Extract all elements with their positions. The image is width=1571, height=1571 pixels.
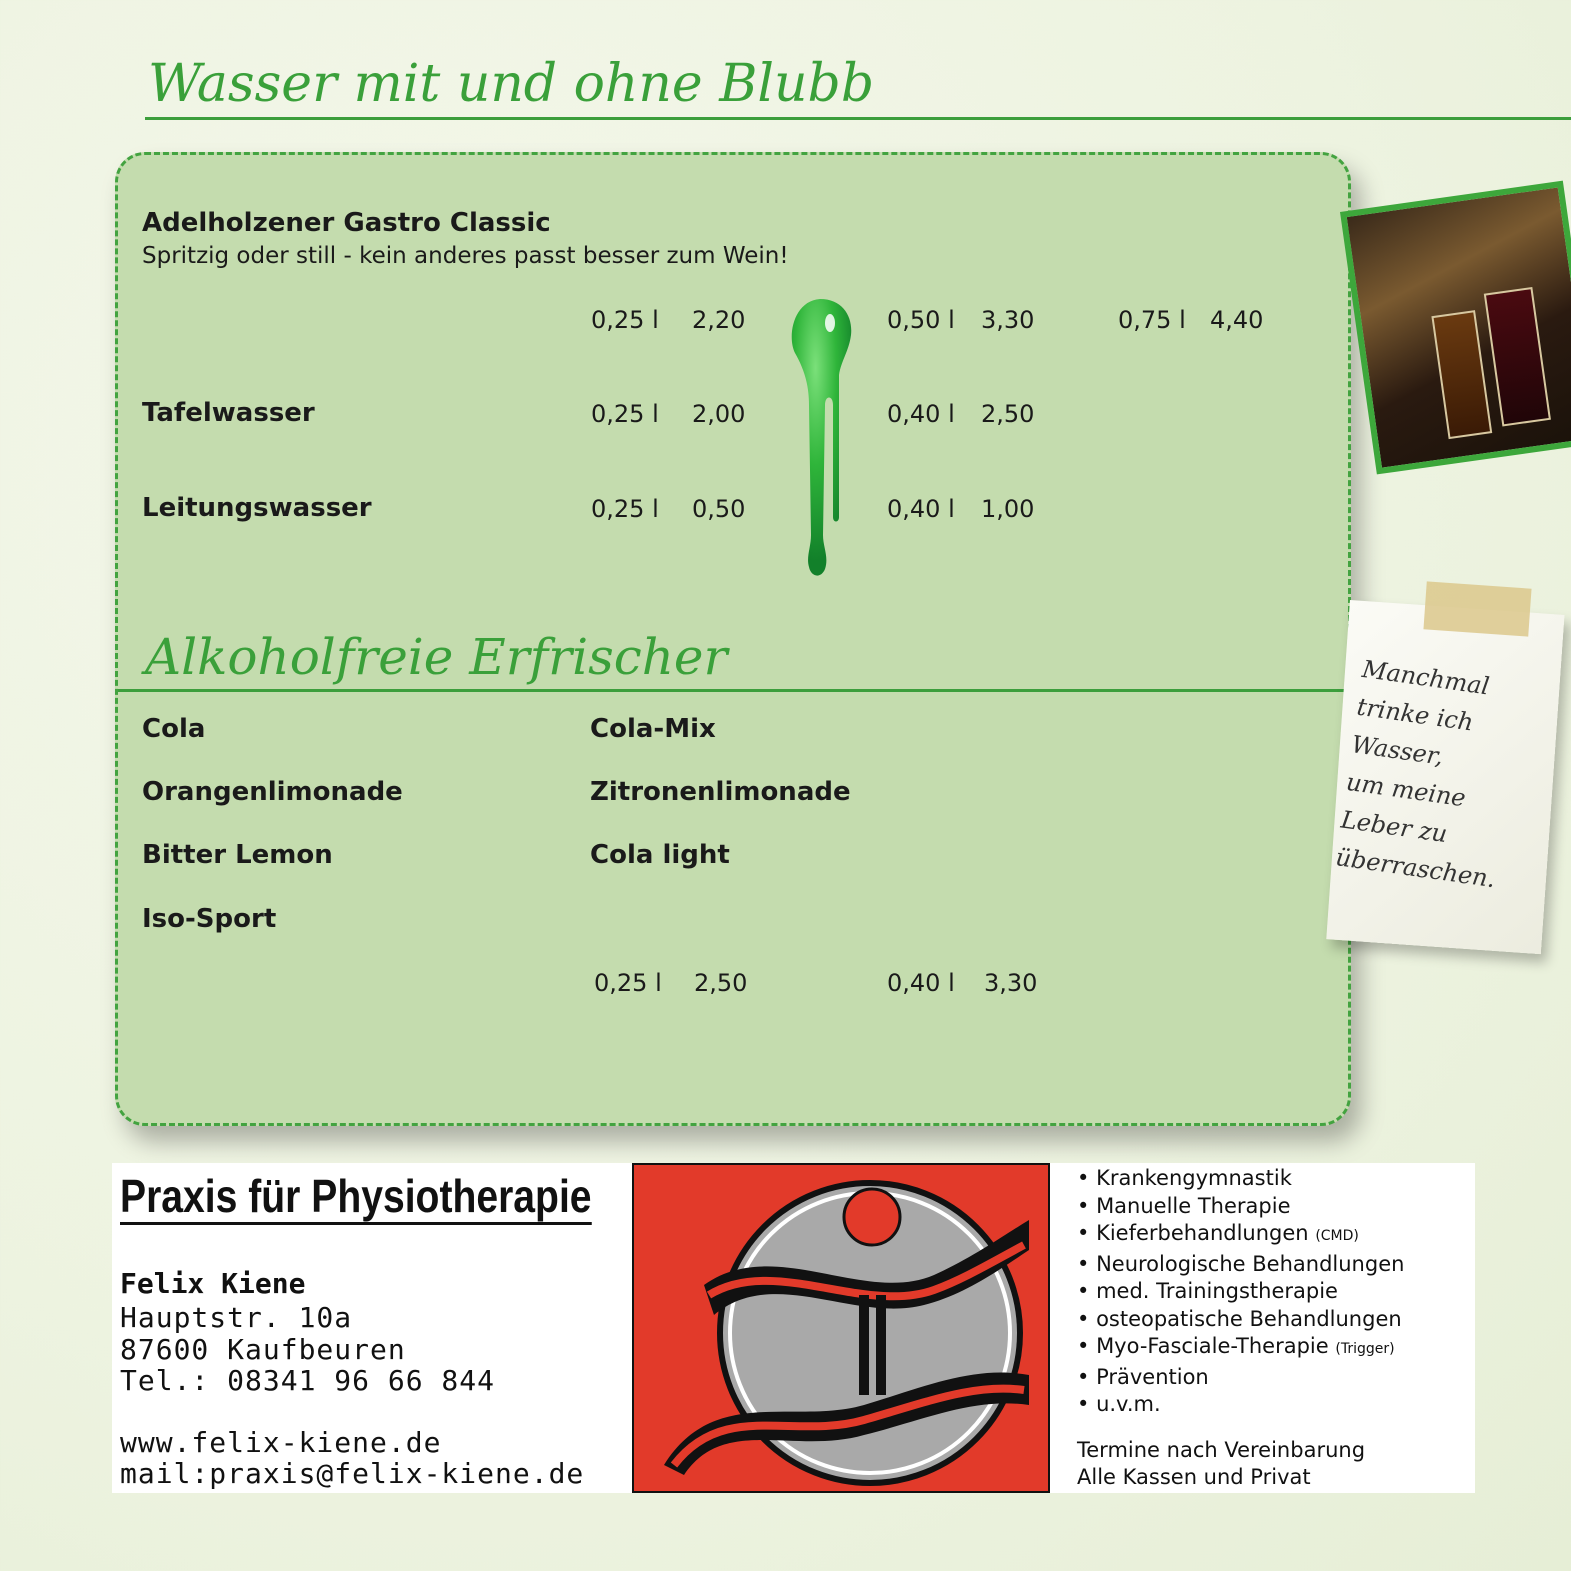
drip-icon [785, 295, 860, 580]
service-item: • osteopatische Behandlungen [1077, 1306, 1402, 1331]
ad-city: 87600 Kaufbeuren [120, 1333, 406, 1366]
ad-email-link[interactable]: mail:praxis@felix-kiene.de [120, 1457, 585, 1490]
glass-image [1431, 310, 1492, 439]
drink-item: Zitronenlimonade [590, 777, 851, 807]
bar-photo [1340, 181, 1571, 475]
note-line: überraschen. [1333, 843, 1498, 894]
ad-street: Hauptstr. 10a [120, 1301, 353, 1334]
price: 3,30 [981, 306, 1035, 334]
note-line: Manchmal [1360, 654, 1492, 701]
product-subtitle: Spritzig oder still - kein anderes passt besser zum Wein! [142, 243, 789, 269]
ad-title: Praxis für Physiotherapie [120, 1171, 592, 1225]
physio-ad [112, 1163, 1475, 1493]
note-text [1333, 650, 1553, 902]
ad-phone[interactable]: Tel.: 08341 96 66 844 [120, 1364, 496, 1397]
service-item: • u.v.m. [1077, 1392, 1161, 1416]
product-name: Adelholzener Gastro Classic [142, 208, 551, 238]
logo-graphic [634, 1165, 1048, 1491]
size: 0,40 l [887, 495, 955, 523]
drink-item: Cola light [590, 840, 730, 870]
size: 0,75 l [1118, 306, 1186, 334]
service-item: • med. Trainingstherapie [1077, 1279, 1338, 1303]
section-heading-softdrinks: Alkoholfreie Erfrischer [145, 628, 728, 686]
drink-item: Iso-Sport [142, 904, 277, 934]
heading-rule [118, 689, 1345, 692]
physio-logo [632, 1163, 1050, 1493]
size: 0,40 l [887, 969, 955, 997]
price: 4,40 [1210, 306, 1264, 334]
product-name: Tafelwasser [142, 398, 315, 428]
size: 0,25 l [594, 969, 662, 997]
price: 1,00 [981, 495, 1035, 523]
heading-rule [145, 117, 1571, 120]
drink-item: Cola-Mix [590, 714, 716, 744]
price: 0,50 [692, 495, 746, 523]
service-item: • Krankengymnastik [1077, 1166, 1292, 1190]
size: 0,25 l [591, 306, 659, 334]
service-item: • Neurologische Behandlungen [1077, 1251, 1405, 1276]
ad-footer-line: Alle Kassen und Privat [1077, 1465, 1311, 1489]
note-line: Wasser, [1349, 730, 1446, 771]
size: 0,50 l [887, 306, 955, 334]
price: 2,00 [692, 400, 746, 428]
note-line: um meine [1344, 767, 1468, 813]
service-item: • Manuelle Therapie [1077, 1193, 1291, 1218]
drink-item: Cola [142, 714, 206, 744]
service-item: • Kieferbehandlungen (CMD) [1077, 1221, 1359, 1245]
price: 2,50 [694, 969, 748, 997]
service-item: • Myo-Fasciale-Therapie (Trigger) [1077, 1334, 1395, 1358]
services-list [1077, 1165, 1404, 1419]
price: 2,50 [981, 400, 1035, 428]
note-line: trinke ich [1355, 692, 1476, 737]
size: 0,40 l [887, 400, 955, 428]
size: 0,25 l [591, 495, 659, 523]
note-line: Leber zu [1339, 805, 1450, 849]
drink-item: Bitter Lemon [142, 840, 333, 870]
size: 0,25 l [591, 400, 659, 428]
price: 2,20 [692, 306, 746, 334]
section-heading-water: Wasser mit und ohne Blubb [148, 54, 875, 114]
glass-image [1484, 287, 1551, 427]
ad-name: Felix Kiene [120, 1267, 306, 1300]
price: 3,30 [984, 969, 1038, 997]
product-name: Leitungswasser [142, 493, 372, 523]
service-item: • Prävention [1077, 1364, 1209, 1389]
drink-item: Orangenlimonade [142, 777, 403, 807]
ad-website-link[interactable]: www.felix-kiene.de [120, 1426, 442, 1459]
tape [1423, 581, 1531, 636]
ad-footer-line: Termine nach Vereinbarung [1077, 1438, 1366, 1462]
